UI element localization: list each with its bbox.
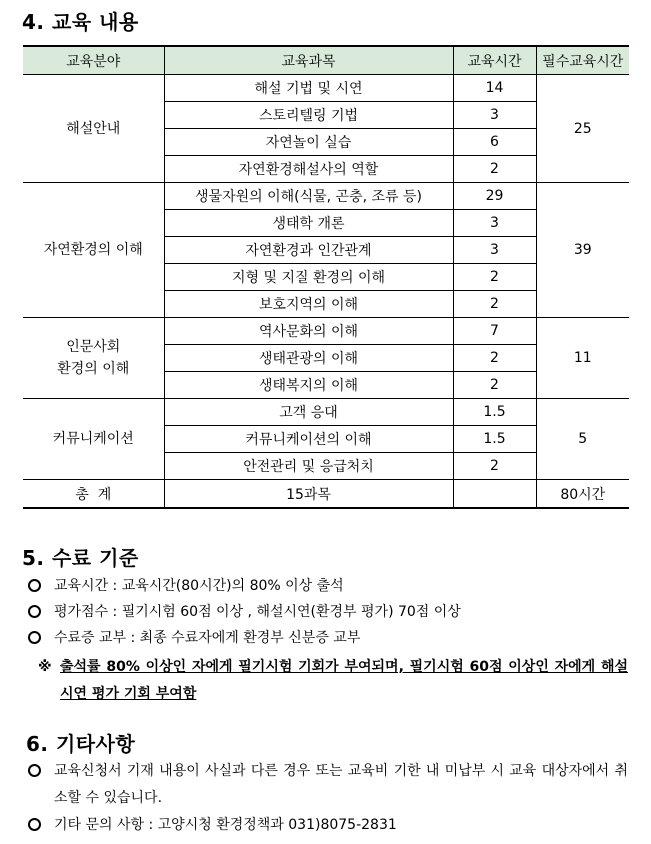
hours-cell: 14: [453, 75, 536, 102]
hours-cell: 3: [453, 102, 536, 129]
hours-cell: 2: [453, 372, 536, 399]
table-header-row: [23, 46, 629, 75]
total-hours: [453, 480, 536, 509]
list-item: [28, 625, 628, 651]
hours-cell: 2: [453, 156, 536, 183]
required-hours-cell: 11: [536, 318, 629, 399]
required-hours-cell: 25: [536, 75, 629, 183]
course-cell: 자연환경과 인간관계: [164, 237, 453, 264]
list-item-text: 교육신청서 기재 내용이 사실과 다른 경우 또는 교육비 기한 내 미납부 시 교육 대상자에서 취소할 수 있습니다.: [54, 763, 628, 806]
total-required-hours: 80시간: [536, 480, 629, 509]
circle-bullet-icon: [28, 631, 41, 644]
course-cell: 고객 응대: [164, 399, 453, 426]
course-cell: 보호지역의 이해: [164, 291, 453, 318]
completion-note: [38, 654, 628, 708]
course-cell: 자연놀이 실습: [164, 129, 453, 156]
total-courses: 15과목: [164, 480, 453, 509]
field-cell: 해설안내: [23, 75, 164, 183]
list-item-text: 수료증 교부 : 최종 수료자에게 환경부 신분증 교부: [54, 630, 361, 646]
circle-bullet-icon: [28, 579, 41, 592]
hours-cell: 29: [453, 183, 536, 210]
field-cell: [23, 318, 164, 399]
note-text: 출석률 80% 이상인 자에게 필기시험 기회가 부여되며, 필기시험 60점 이상인 자에게 해설시연 평가 기회 부여함: [60, 659, 628, 702]
field-line-2: 환경의 이해: [57, 361, 130, 377]
course-cell: 해설 기법 및 시연: [164, 75, 453, 102]
list-item-text: 교육시간 : 교육시간(80시간)의 80% 이상 출석: [54, 578, 344, 594]
course-cell: 생태학 개론: [164, 210, 453, 237]
hours-cell: 2: [453, 264, 536, 291]
required-hours-cell: 5: [536, 399, 629, 480]
table-row: [23, 75, 629, 102]
course-cell: 자연환경해설사의 역할: [164, 156, 453, 183]
other-matters-list: [28, 758, 628, 839]
hours-cell: 6: [453, 129, 536, 156]
hours-cell: 2: [453, 453, 536, 480]
table-row: [23, 399, 629, 426]
course-cell: 역사문화의 이해: [164, 318, 453, 345]
field-cell: 커뮤니케이션: [23, 399, 164, 480]
course-cell: 지형 및 지질 환경의 이해: [164, 264, 453, 291]
hours-cell: 2: [453, 291, 536, 318]
circle-bullet-icon: [28, 605, 41, 618]
list-item: [28, 573, 628, 599]
hours-cell: 7: [453, 318, 536, 345]
course-cell: 안전관리 및 응급처치: [164, 453, 453, 480]
hours-cell: 3: [453, 210, 536, 237]
course-cell: 커뮤니케이션의 이해: [164, 426, 453, 453]
reference-mark-icon: ※: [38, 659, 52, 675]
list-item-text: 기타 문의 사항 : 고양시청 환경정책과 031)8075-2831: [54, 817, 397, 833]
list-item: [28, 812, 628, 839]
hours-cell: 1.5: [453, 426, 536, 453]
course-cell: 생태복지의 이해: [164, 372, 453, 399]
section-5-title: 5. 수료 기준: [22, 546, 139, 570]
course-cell: 생물자원의 이해(식물, 곤충, 조류 등): [164, 183, 453, 210]
table-row: [23, 183, 629, 210]
total-row: [23, 480, 629, 509]
header-course: 교육과목: [164, 46, 453, 75]
course-cell: 생태관광의 이해: [164, 345, 453, 372]
hours-cell: 3: [453, 237, 536, 264]
list-item: [28, 599, 628, 625]
completion-criteria-list: [28, 573, 628, 651]
header-field: 교육분야: [23, 46, 164, 75]
header-required-hours: 필수교육시간: [536, 46, 629, 75]
header-hours: 교육시간: [453, 46, 536, 75]
field-cell: 자연환경의 이해: [23, 183, 164, 318]
circle-bullet-icon: [28, 764, 41, 777]
list-item: [28, 758, 628, 812]
course-cell: 스토리텔링 기법: [164, 102, 453, 129]
section-4-title: 4. 교육 내용: [22, 10, 139, 34]
required-hours-cell: 39: [536, 183, 629, 318]
list-item-text: 평가점수 : 필기시험 60점 이상 , 해설시연(환경부 평가) 70점 이상: [54, 604, 461, 620]
circle-bullet-icon: [28, 818, 41, 831]
field-line-1: 인문사회: [66, 339, 121, 355]
total-label: 총 계: [23, 480, 164, 509]
hours-cell: 1.5: [453, 399, 536, 426]
education-content-table: [23, 45, 629, 509]
hours-cell: 2: [453, 345, 536, 372]
table-row: [23, 318, 629, 345]
section-6-title: 6. 기타사항: [26, 732, 136, 756]
